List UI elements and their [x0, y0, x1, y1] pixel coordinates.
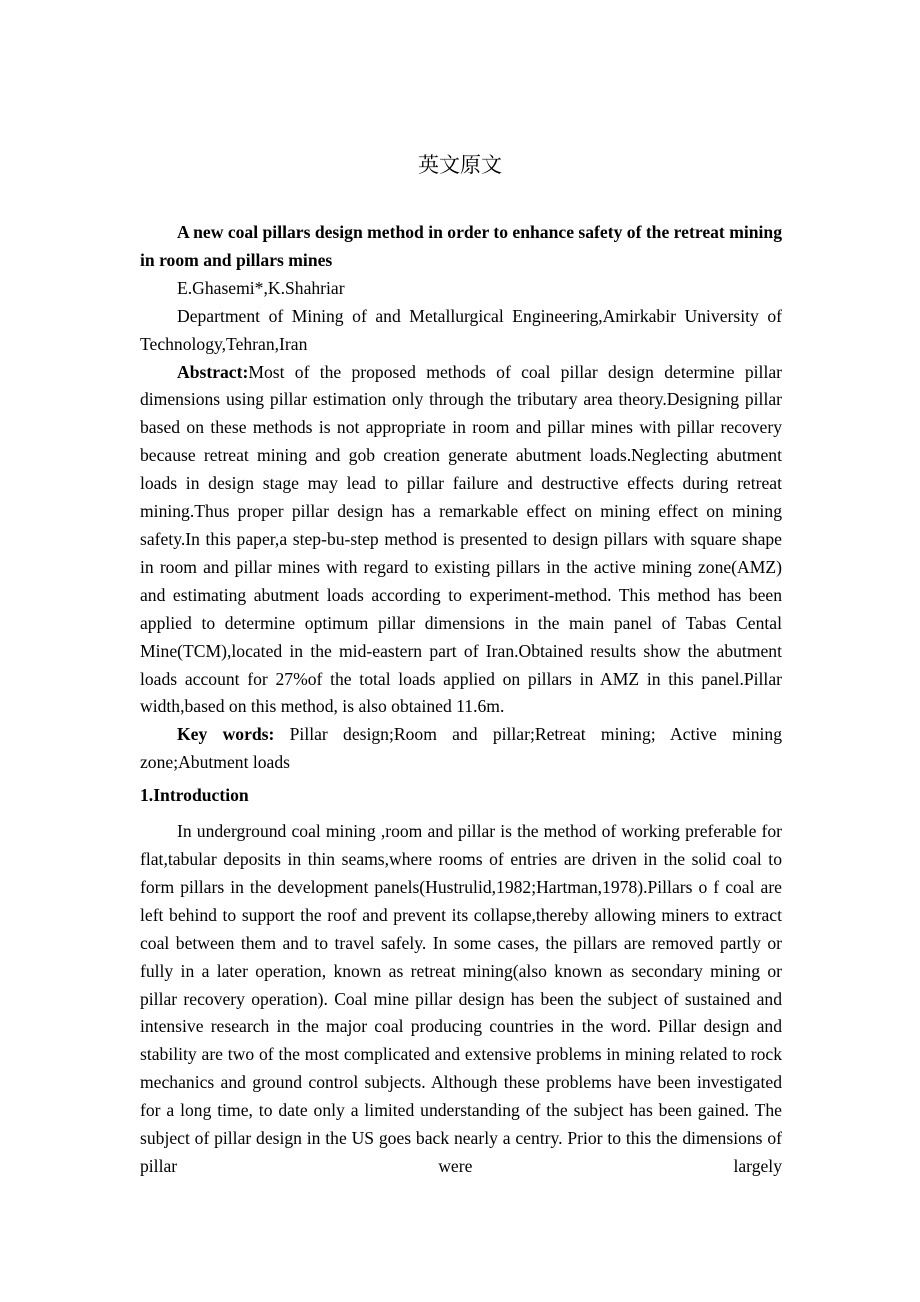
introduction-paragraph: In underground coal mining ,room and pillar is the method of working preferable for flat,tabular deposits in thin seams,where rooms of entries are driven in the solid coal to form pillars in the development panels(Hustrulid,1982;Hartman,1978).Pillars o f coal are left behind to support the roof and prevent its collapse,thereby allowing miners to extract coal between them and to travel safely. In some cases, the pillars are removed partly or fully in a later operation, known as retreat mining(also known as secondary mining or pillar recovery operation). Coal mine pillar design has been the subject of sustained and intensive research in the major coal producing countries in the word. Pillar design and stability are two of the most complicated and extensive problems in mining related to rock mechanics and ground control subjects. Although these problems have been investigated for a long time, to date only a limited understanding of the subject has been gained. The subject of pillar design in the US goes back nearly a centry. Prior to this the dimensions of pillar were largely: [140, 821, 782, 1176]
paper-affiliation: Department of Mining of and Metallurgical Engineering,Amirkabir University of Technology,Tehran,Iran: [140, 305, 782, 354]
section-heading-introduction: 1.Introduction: [140, 785, 249, 806]
keywords-label: Key words:: [177, 724, 275, 745]
paper-body: [140, 219, 782, 1181]
keywords-paragraph: [140, 721, 782, 777]
abstract-label: Abstract:: [177, 361, 249, 382]
paper-authors: E.Ghasemi*,K.Shahriar: [177, 277, 345, 298]
abstract-paragraph: [140, 359, 782, 722]
page-heading: 英文原文: [418, 153, 502, 177]
paper-title: A new coal pillars design method in order to enhance safety of the retreat mining in room and pillars mines: [140, 222, 782, 270]
abstract-text: Most of the proposed methods of coal pillar design determine pillar dimensions using pillar estimation only through the tributary area theory.Designing pillar based on these methods is not appropriate in room and pillar mines with pillar recovery because retreat mining and gob creation generate abutment loads.Neglecting abutment loads in design stage may lead to pillar failure and destructive effects during retreat mining.Thus proper pillar design has a remarkable effect on mining effect on mining safety.In this paper,a step-bu-step method is presented to design pillars with square shape in room and pillar mines with regard to existing pillars in the active mining zone(AMZ) and estimating abutment loads according to experiment-method. This method has been applied to determine optimum pillar dimensions in the main panel of Tabas Cental Mine(TCM),located in the mid-eastern part of Iran.Obtained results show the abutment loads account for 27%of the total loads applied on pillars in AMZ in this panel.Pillar width,based on this method, is also obtained 11.6m.: [140, 361, 782, 717]
keywords-text: Pillar design;Room and pillar;Retreat mining; Active mining zone;Abutment loads: [140, 724, 782, 773]
